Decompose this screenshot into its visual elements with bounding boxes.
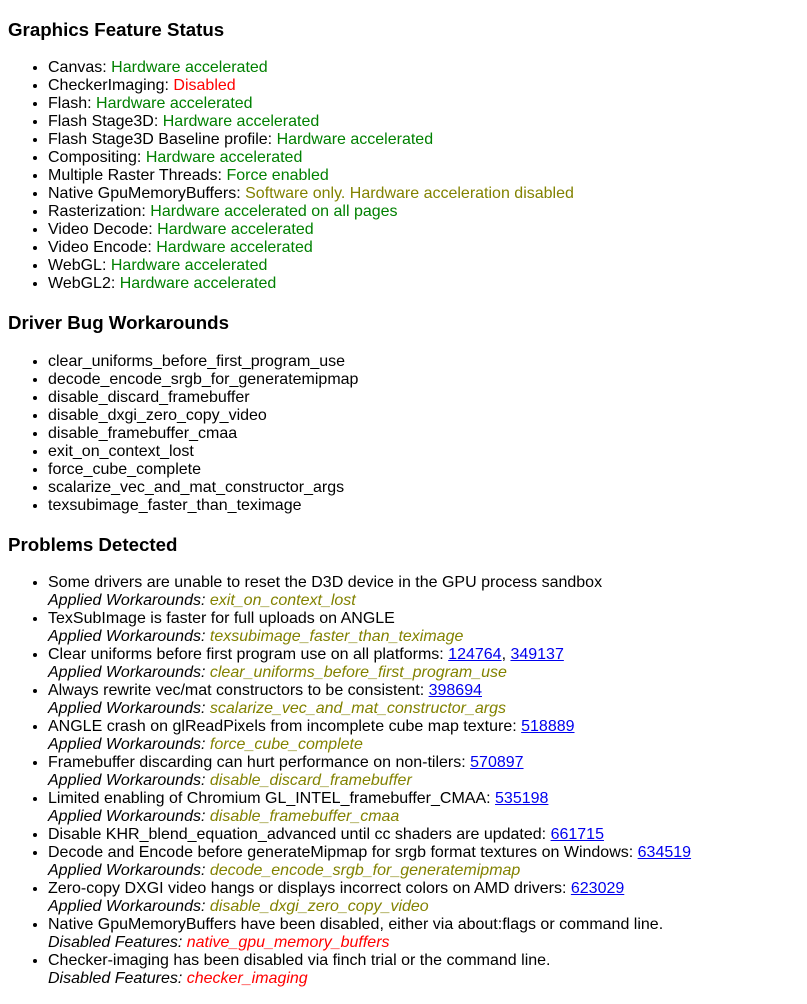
problem-sub-label: Applied Workarounds: xyxy=(48,592,206,610)
problem-sub-label: Applied Workarounds: xyxy=(48,808,206,826)
problem-sub-value: clear_uniforms_before_first_program_use xyxy=(209,664,507,682)
problem-description: TexSubImage is faster for full uploads on ANGLE xyxy=(48,610,395,628)
problem-item xyxy=(48,574,799,610)
problem-sub-line xyxy=(48,628,799,646)
problem-description: Always rewrite vec/mat constructors to be consistent: xyxy=(48,682,425,700)
workaround-item: • force_cube_complete xyxy=(48,461,799,479)
workaround-item: • texsubimage_faster_than_teximage xyxy=(48,497,799,515)
problem-sub-label: Applied Workarounds: xyxy=(48,736,206,754)
bug-link[interactable]: 570897 xyxy=(470,754,524,772)
problem-sub-line xyxy=(48,862,799,880)
problem-description: ANGLE crash on glReadPixels from incomplete cube map texture: xyxy=(48,718,517,736)
problem-sub-label: Disabled Features: xyxy=(48,970,183,988)
section-driver-bug-workarounds xyxy=(8,312,799,515)
workaround-item: • disable_framebuffer_cmaa xyxy=(48,425,799,443)
problem-sub-label: Applied Workarounds: xyxy=(48,862,206,880)
problem-sub-value: decode_encode_srgb_for_generatemipmap xyxy=(209,862,521,880)
workaround-item: • scalarize_vec_and_mat_constructor_args xyxy=(48,479,799,497)
feature-status-list xyxy=(8,59,799,293)
feature-item xyxy=(48,185,799,203)
bug-link[interactable]: 535198 xyxy=(495,790,549,808)
problem-sub-value: disable_discard_framebuffer xyxy=(209,772,412,790)
feature-label: WebGL2: xyxy=(48,275,116,293)
problem-sub-value: force_cube_complete xyxy=(209,736,363,754)
bug-link[interactable]: 398694 xyxy=(428,682,482,700)
feature-status: Disabled xyxy=(173,77,236,95)
bug-link[interactable]: 124764 xyxy=(448,646,502,664)
problem-item xyxy=(48,682,799,718)
gpu-internals-page xyxy=(8,19,799,989)
bug-link[interactable]: 634519 xyxy=(637,844,692,862)
problems-detected-title: Problems Detected xyxy=(8,533,178,555)
problem-description: Disable KHR_blend_equation_advanced until cc shaders are updated: xyxy=(48,826,547,844)
feature-status: Force enabled xyxy=(226,167,329,185)
problem-sub-line xyxy=(48,736,799,754)
feature-status: Software only. Hardware acceleration disabled xyxy=(245,185,574,203)
problem-description: Decode and Encode before generateMipmap for srgb format textures on Windows: xyxy=(48,844,634,862)
feature-label: Multiple Raster Threads: xyxy=(48,167,222,185)
problem-sub-label: Applied Workarounds: xyxy=(48,664,206,682)
problem-sub-value: texsubimage_faster_than_teximage xyxy=(209,628,464,646)
problem-description: Limited enabling of Chromium GL_INTEL_framebuffer_CMAA: xyxy=(48,790,491,808)
driver-bug-workarounds-title: Driver Bug Workarounds xyxy=(8,312,230,334)
problem-description: Clear uniforms before first program use on all platforms: xyxy=(48,646,444,664)
driver-bug-workarounds-list xyxy=(8,353,799,515)
feature-label: Native GpuMemoryBuffers: xyxy=(48,185,241,203)
problem-item xyxy=(48,844,799,880)
feature-status: Hardware accelerated xyxy=(96,95,253,113)
problem-sub-label: Applied Workarounds: xyxy=(48,772,206,790)
problem-sub-line xyxy=(48,934,799,952)
problem-sub-value: checker_imaging xyxy=(186,970,308,988)
feature-item xyxy=(48,77,799,95)
graphics-feature-status-title: Graphics Feature Status xyxy=(8,18,225,40)
problem-sub-label: Disabled Features: xyxy=(48,934,183,952)
workaround-item: • disable_discard_framebuffer xyxy=(48,389,799,407)
feature-label: Video Decode: xyxy=(48,221,153,239)
problem-sub-value: scalarize_vec_and_mat_constructor_args xyxy=(209,700,507,718)
problem-sub-label: Applied Workarounds: xyxy=(48,898,206,916)
problem-description: Zero-copy DXGI video hangs or displays incorrect colors on AMD drivers: xyxy=(48,880,567,898)
workaround-item: • decode_encode_srgb_for_generatemipmap xyxy=(48,371,799,389)
feature-status: Hardware accelerated xyxy=(276,131,434,149)
feature-status: Hardware accelerated xyxy=(157,221,314,239)
problem-sub-value: disable_framebuffer_cmaa xyxy=(209,808,400,826)
problem-item xyxy=(48,790,799,826)
problem-description: Native GpuMemoryBuffers have been disabled, either via about:flags or command line. xyxy=(48,916,664,934)
feature-label: Flash Stage3D: xyxy=(48,113,159,131)
feature-item xyxy=(48,275,799,293)
feature-label: WebGL: xyxy=(48,257,107,275)
problem-sub-value: disable_dxgi_zero_copy_video xyxy=(209,898,429,916)
problem-sub-label: Applied Workarounds: xyxy=(48,628,206,646)
problem-sub-line xyxy=(48,970,799,988)
problem-item xyxy=(48,718,799,754)
problem-description: Framebuffer discarding can hurt performance on non-tilers: xyxy=(48,754,466,772)
problem-description: Some drivers are unable to reset the D3D device in the GPU process sandbox xyxy=(48,574,603,592)
feature-status: Hardware accelerated xyxy=(162,113,320,131)
problem-item xyxy=(48,826,799,844)
problem-sub-line xyxy=(48,772,799,790)
feature-label: CheckerImaging: xyxy=(48,77,169,95)
workaround-item: • disable_dxgi_zero_copy_video xyxy=(48,407,799,425)
bug-link[interactable]: 349137 xyxy=(510,646,564,664)
bug-link[interactable]: 518889 xyxy=(521,718,575,736)
feature-label: Rasterization: xyxy=(48,203,146,221)
feature-label: Compositing: xyxy=(48,149,142,167)
problem-sub-value: exit_on_context_lost xyxy=(209,592,356,610)
feature-item xyxy=(48,131,799,149)
feature-item xyxy=(48,203,799,221)
problem-item: • Clear uniforms before first program use on all platforms: 124764, 349137 Applied Workarounds: clear_uniforms_before_first_program_use xyxy=(48,646,799,682)
feature-label: Flash: xyxy=(48,95,92,113)
feature-item xyxy=(48,113,799,131)
feature-item xyxy=(48,149,799,167)
problem-item xyxy=(48,610,799,646)
feature-status: Hardware accelerated xyxy=(145,149,303,167)
feature-item xyxy=(48,239,799,257)
problem-sub-line xyxy=(48,664,799,682)
problems-detected-list xyxy=(8,574,799,988)
feature-status: Hardware accelerated xyxy=(119,275,277,293)
bug-link[interactable]: 661715 xyxy=(550,826,604,844)
problem-description: Checker-imaging has been disabled via finch trial or the command line. xyxy=(48,952,551,970)
workaround-item: • clear_uniforms_before_first_program_use xyxy=(48,353,799,371)
problem-sub-line xyxy=(48,898,799,916)
problem-sub-line xyxy=(48,808,799,826)
section-graphics-feature-status xyxy=(8,19,799,294)
workaround-item: • exit_on_context_lost xyxy=(48,443,799,461)
feature-status: Hardware accelerated on all pages xyxy=(150,203,398,221)
feature-item xyxy=(48,257,799,275)
feature-status: Hardware accelerated xyxy=(110,257,268,275)
feature-item xyxy=(48,95,799,113)
feature-label: Canvas: xyxy=(48,59,107,77)
feature-status: Hardware accelerated xyxy=(111,59,268,77)
problem-sub-line xyxy=(48,700,799,718)
bug-link[interactable]: 623029 xyxy=(570,880,625,898)
feature-item xyxy=(48,167,799,185)
problem-item xyxy=(48,880,799,916)
problem-item xyxy=(48,754,799,790)
feature-item xyxy=(48,59,799,77)
problem-sub-label: Applied Workarounds: xyxy=(48,700,206,718)
problem-sub-line xyxy=(48,592,799,610)
problem-item xyxy=(48,916,799,952)
problem-sub-value: native_gpu_memory_buffers xyxy=(186,934,390,952)
feature-label: Flash Stage3D Baseline profile: xyxy=(48,131,273,149)
section-problems-detected xyxy=(8,534,799,989)
problem-item xyxy=(48,952,799,988)
feature-label: Video Encode: xyxy=(48,239,152,257)
feature-item xyxy=(48,221,799,239)
feature-status: Hardware accelerated xyxy=(156,239,313,257)
